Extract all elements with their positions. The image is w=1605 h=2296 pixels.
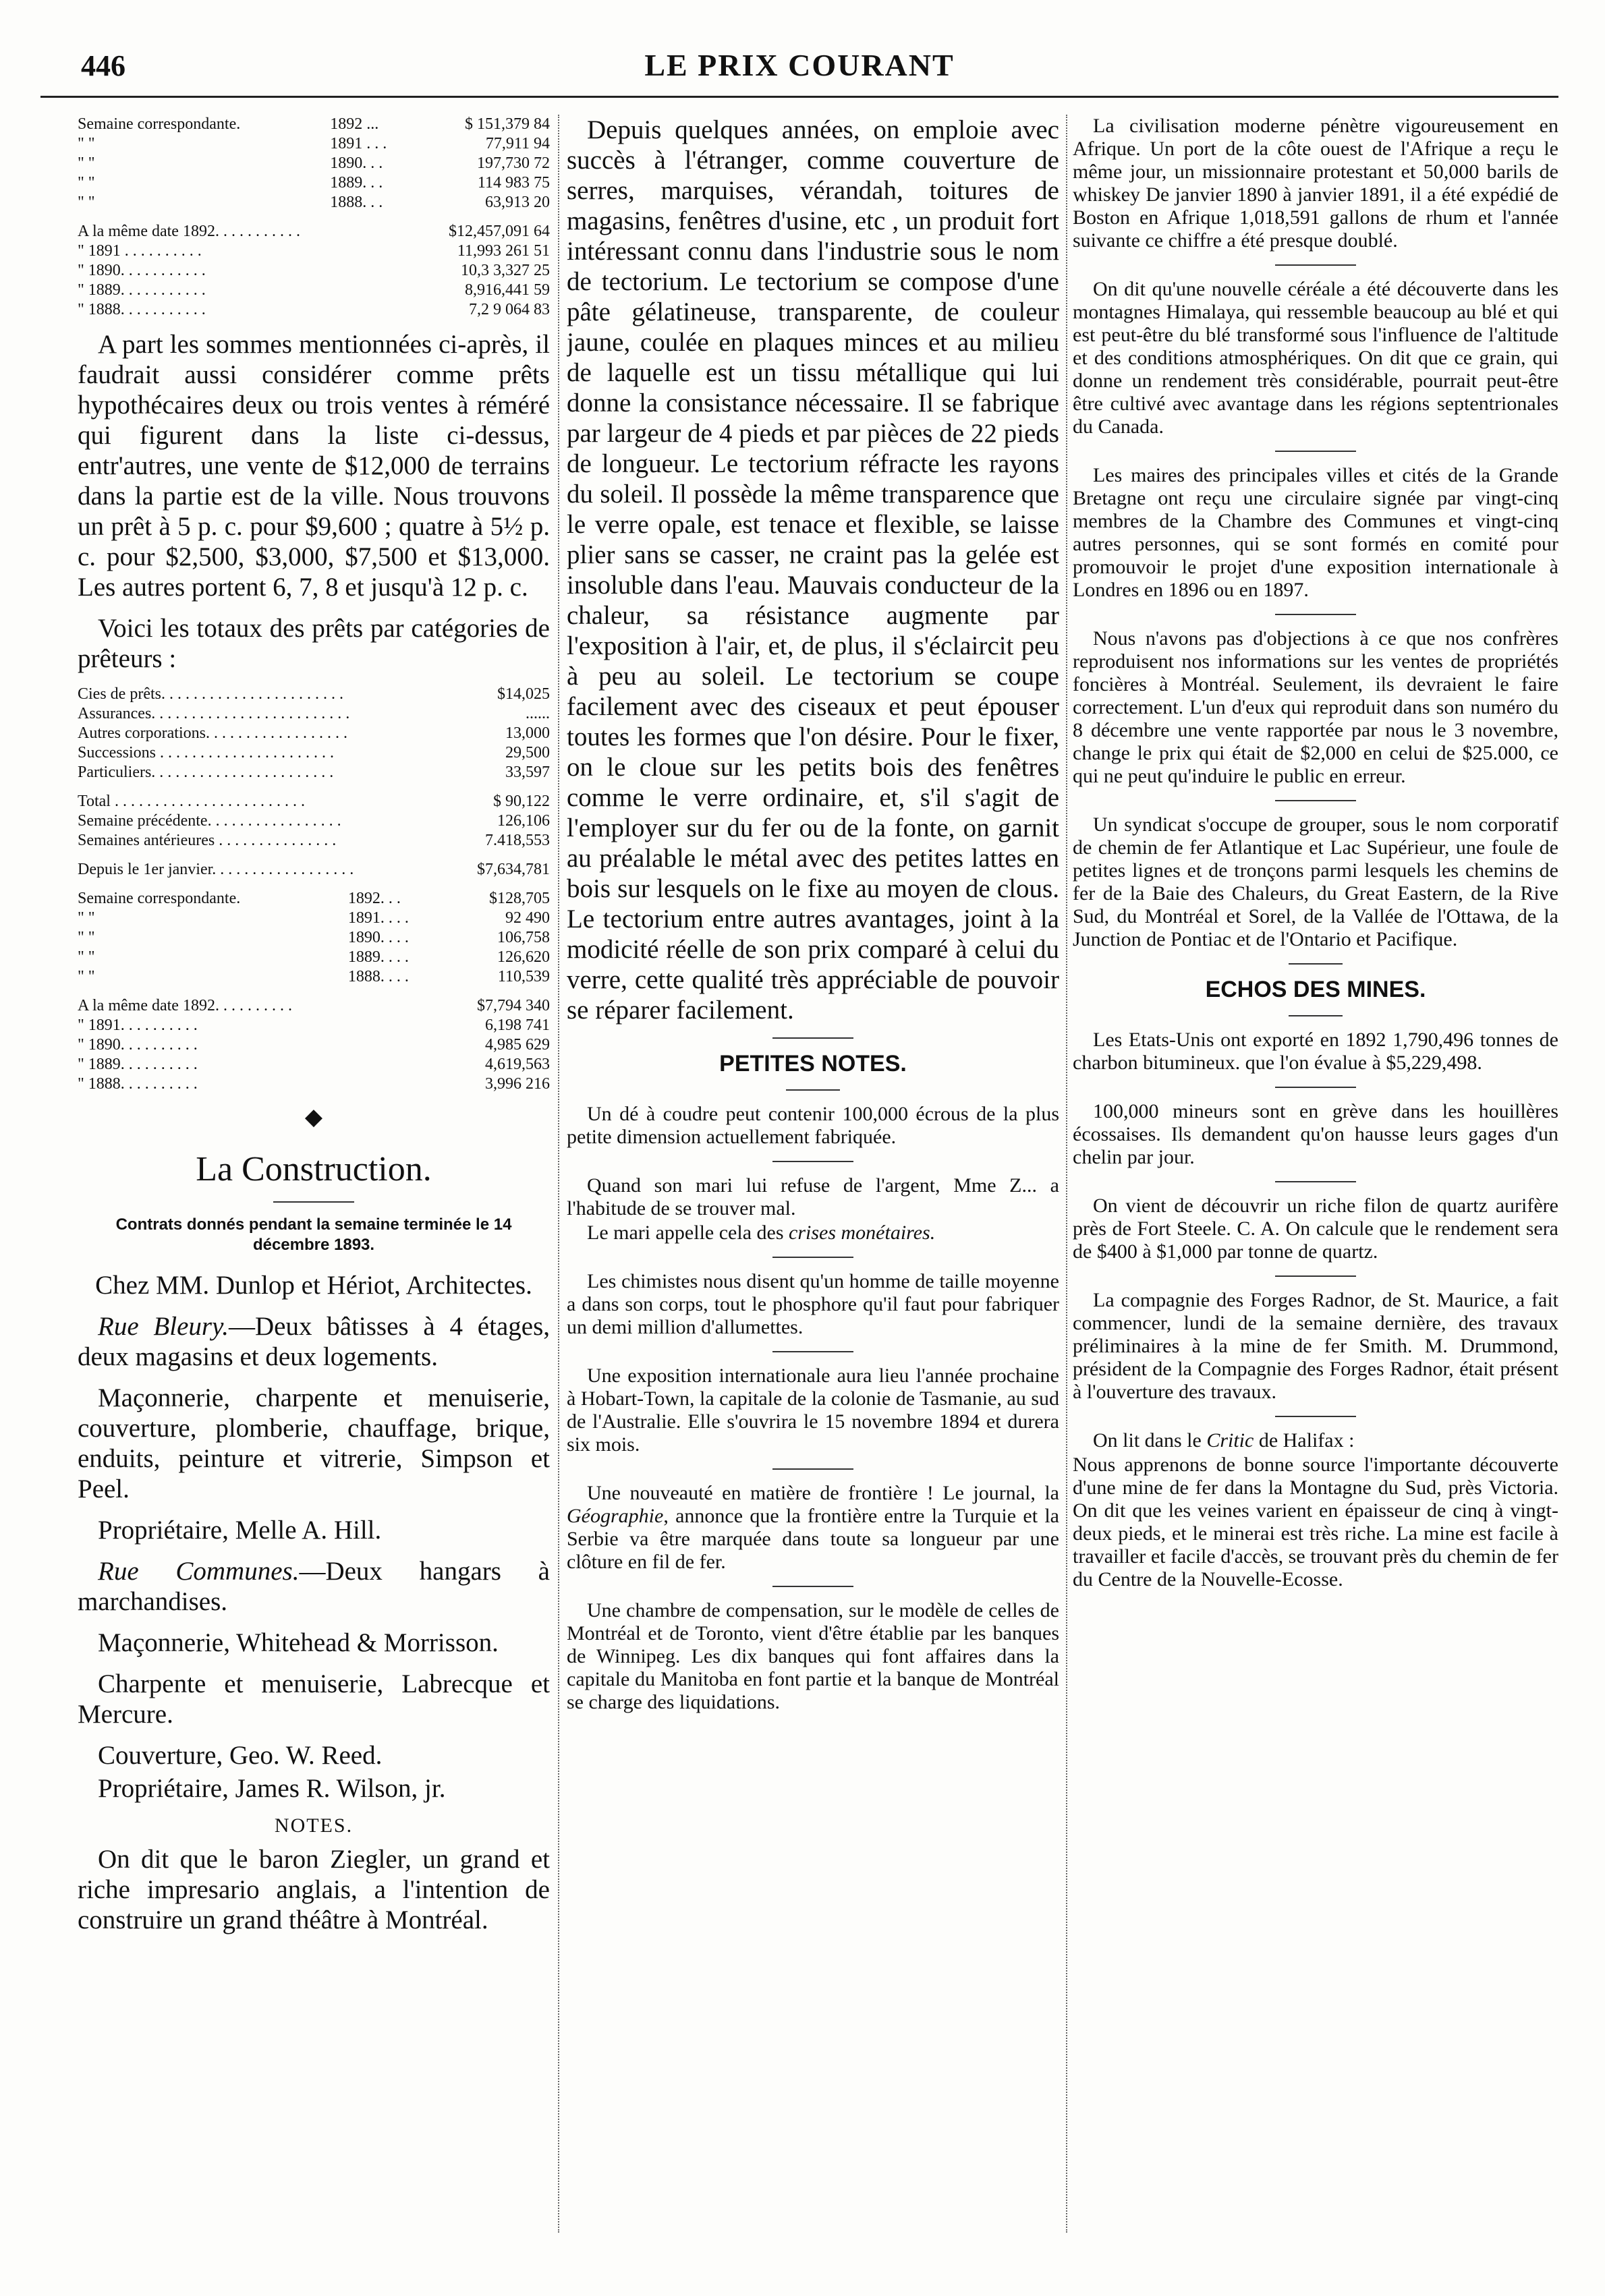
- separator: [786, 1089, 840, 1091]
- row-value: $14,025: [497, 685, 550, 703]
- row-label: " 1891 . . . . . . . . . .: [78, 242, 202, 260]
- row-value: 92 490: [505, 909, 550, 927]
- row-value: 4,985 629: [485, 1036, 550, 1054]
- row-value: 8,916,441 59: [465, 281, 550, 299]
- same-date-table: [78, 222, 550, 320]
- notes-text: On dit que le baron Ziegler, un grand et riche impresario anglais, a l'intention de construire un grand théâtre à Montréal.: [78, 1845, 550, 1934]
- separator: [1275, 1275, 1356, 1277]
- note-2b: [567, 1222, 1059, 1244]
- row-year: 1889. . .: [330, 174, 383, 192]
- row-value: 29,500: [505, 744, 550, 762]
- journal-title: LE PRIX COURANT: [644, 48, 955, 82]
- separator: [772, 1351, 853, 1352]
- row-year: 1889. . . .: [347, 948, 409, 966]
- table-row: [78, 261, 550, 281]
- row-label: A la même date 1892. . . . . . . . . .: [78, 997, 292, 1014]
- table-row: [78, 241, 550, 261]
- contract-2-roof: Couverture, Geo. W. Reed.: [98, 1741, 383, 1770]
- since-january-table: [78, 860, 550, 880]
- separator: [1275, 614, 1356, 615]
- row-value: 13,000: [505, 724, 550, 742]
- table-row: [78, 996, 550, 1016]
- totals-table: [78, 792, 550, 851]
- table-row: [78, 281, 550, 300]
- loans-paragraph: A part les sommes mentionnées ci-après, il faudrait aussi considérer comme prêts hypothécaires deux ou trois ventes à réméré qui figurent dans la liste ci-dessus, entr'autres, une vente de $12,000 de terrains dans la partie est de la ville. Nous trouvons un prêt à 5 p. c. pour $9,600 ; quatre à 5½ p. c. pour $2,500, $3,000, $7,500 et $13,000. Les autres portent 6, 7, 8 et jusqu'à 12 p. c.: [78, 330, 550, 602]
- note-1: Un dé à coudre peut contenir 100,000 écrous de la plus petite dimension actuellement fabriquée.: [567, 1103, 1059, 1148]
- contract-2-owner: Propriétaire, James R. Wilson, jr.: [98, 1774, 446, 1803]
- row-value: 7.418,553: [485, 832, 550, 849]
- table-row: [78, 115, 550, 134]
- row-value: $12,457,091 64: [449, 223, 550, 240]
- row-year: 1890. . .: [330, 154, 383, 172]
- row-label: " ": [78, 194, 95, 211]
- column-2: [567, 115, 1059, 2260]
- row-value: 6,198 741: [485, 1016, 550, 1034]
- row-label: " ": [78, 929, 95, 946]
- contract-2-carpentry: Charpente et menuiserie, Labrecque et Mercure.: [78, 1669, 550, 1729]
- row-label: " 1890. . . . . . . . . . .: [78, 262, 206, 279]
- row-label: " ": [78, 909, 95, 927]
- row-value: 33,597: [505, 764, 550, 781]
- table-row: [78, 704, 550, 724]
- article-confreres: Nous n'avons pas d'objections à ce que nos confrères reproduisent nos informations sur les ventes de propriétés foncières à Montréal. Seulement, ils devraient le faire correctement. L'un d'eux qui reproduit dans son numéro du 8 décembre une vente rapportée par nous le 3 novembre, change le prix qui était de $2,000 en celui de $25.000, ce qui ne peut qu'induire le public en erreur.: [1073, 627, 1558, 787]
- row-value: 10,3 3,327 25: [461, 262, 550, 279]
- street-name: Rue Communes.: [98, 1557, 300, 1586]
- row-label: " 1888. . . . . . . . . . .: [78, 301, 206, 318]
- mine-note-5-intro: [1073, 1429, 1558, 1452]
- row-label: Successions . . . . . . . . . . . . . . . . . . . . . .: [78, 744, 334, 762]
- row-value: 7,2 9 064 83: [469, 301, 550, 318]
- row-label: Semaines antérieures . . . . . . . . . . . . . . .: [78, 832, 337, 849]
- row-label: " 1890. . . . . . . . . .: [78, 1036, 198, 1054]
- note-italic: Critic: [1206, 1429, 1254, 1452]
- table-row: [78, 134, 550, 154]
- row-label: Semaine précédente. . . . . . . . . . . . . . . . .: [78, 812, 341, 830]
- row-label: " ": [78, 135, 95, 152]
- column-divider: [558, 115, 559, 2233]
- article-mayors: Les maires des principales villes et cités de la Grande Bretagne ont reçu une circulaire signée par vingt-cinq membres de la Chambre des Communes et vingt-cinq autres personnes, qui se sont formés en comité pour promouvoir le projet d'une exposition internationale à Londres en 1896 ou en 1897.: [1073, 464, 1558, 601]
- row-value: $ 90,122: [493, 793, 550, 810]
- separator: [1275, 800, 1356, 801]
- row-value: 106,758: [497, 929, 550, 946]
- diamond-ornament: ◆: [304, 1105, 323, 1130]
- table-row: [78, 1016, 550, 1035]
- mine-note-4: La compagnie des Forges Radnor, de St. Maurice, a fait commencer, lundi de la semaine dernière, des travaux préliminaires à la mine de fer Smith. M. Drummond, président de la Compagnie des Forges Radnor, était présent à l'ouverture des travaux.: [1073, 1289, 1558, 1403]
- row-value: 11,993 261 51: [457, 242, 550, 260]
- contract-1-owner: Propriétaire, Melle A. Hill.: [98, 1516, 382, 1545]
- table-row: [78, 724, 550, 743]
- note-italic: crises monétaires.: [789, 1222, 936, 1244]
- note-6: Une chambre de compensation, sur le modèle de celles de Montréal et de Toronto, vient d'être établie par les banques de Winnipeg. Les dix banques qui font affaires dans la capitale du Manitoba en font partie et la banque de Montréal se charge des liquidations.: [567, 1599, 1059, 1713]
- row-label: Assurances. . . . . . . . . . . . . . . . . . . . . . . . .: [78, 705, 350, 722]
- table-row: [78, 173, 550, 193]
- table-row: [78, 1055, 550, 1074]
- construction-title: La Construction.: [196, 1150, 432, 1188]
- row-label: " ": [78, 154, 95, 172]
- contract-desc: —Deux bâtisses à 4 étages, deux magasins et deux logements.: [78, 1312, 550, 1371]
- contract-1-trades: Maçonnerie, charpente et menuiserie, couverture, plomberie, chauffage, brique, enduits, peinture et vitrerie, Simpson et Peel.: [78, 1383, 550, 1503]
- table-row: [78, 193, 550, 212]
- row-label: " ": [78, 174, 95, 192]
- separator: [772, 1257, 853, 1258]
- row-year: 1891. . . .: [347, 909, 409, 927]
- row-value: 110,539: [497, 968, 550, 985]
- row-label: " ": [78, 968, 95, 985]
- mine-note-2: 100,000 mineurs sont en grève dans les houillères écossaises. Ils demandent qu'on hausse leurs gages d'un chelin par jour.: [1073, 1100, 1558, 1168]
- row-year: 1888. . .: [330, 194, 383, 211]
- row-label: Autres corporations. . . . . . . . . . . . . . . . . .: [78, 724, 347, 742]
- row-value: $7,794 340: [477, 997, 550, 1014]
- note-text: Le mari appelle cela des: [587, 1222, 784, 1244]
- table-row: [78, 792, 550, 811]
- separator: [772, 1037, 853, 1039]
- table-row: [78, 831, 550, 851]
- column-divider: [1066, 115, 1067, 2233]
- separator: [1289, 963, 1343, 965]
- table-row: [78, 909, 550, 928]
- note-4: Une exposition internationale aura lieu l'année prochaine à Hobart-Town, la capitale de la colonie de Tasmanie, au sud de l'Australie. Elle s'ouvrira le 15 novembre 1894 et durera six mois.: [567, 1365, 1059, 1456]
- row-year: 1890. . . .: [347, 929, 409, 946]
- row-label: " ": [78, 948, 95, 966]
- totals-intro: Voici les totaux des prêts par catégories de prêteurs :: [78, 614, 550, 673]
- row-value: $128,705: [489, 890, 550, 907]
- lenders-table: [78, 685, 550, 782]
- weekly-loans-table: [78, 889, 550, 987]
- table-row: [78, 743, 550, 763]
- separator: [772, 1468, 853, 1470]
- contract-2: [78, 1556, 550, 1617]
- row-label: Total . . . . . . . . . . . . . . . . . . . . . . . .: [78, 793, 305, 810]
- mine-note-1: Les Etats-Unis ont exporté en 1892 1,790,496 tonnes de charbon bitumineux. que l'on évalue à $5,229,498.: [1073, 1029, 1558, 1074]
- table-row: [78, 860, 550, 880]
- contract-desc: —Deux hangars à marchandises.: [78, 1557, 550, 1616]
- article-syndicate: Un syndicat s'occupe de grouper, sous le nom corporatif de chemin de fer Atlantique et Lac Supérieur, une foule de petites lignes et de tronçons parmi lesquels les chemins de fer de la Baie des Chaleurs, du Great Eastern, de la Rive Sud, du Montréal et Sorel, de la Vallée de l'Ottawa, de la Junction de Pontiac et de l'Ontario et Pacifique.: [1073, 813, 1558, 950]
- note-italic: Géographie: [567, 1505, 664, 1527]
- row-year: 1888. . . .: [347, 968, 409, 985]
- note-text: Une nouveauté en matière de frontière ! Le journal, la: [587, 1482, 1059, 1504]
- table-row: [78, 928, 550, 948]
- separator: [1275, 451, 1356, 452]
- row-value: 4,619,563: [485, 1056, 550, 1073]
- row-value: 126,106: [497, 812, 550, 830]
- row-value: ......: [526, 705, 550, 722]
- note-text: , annonce que la frontière entre la Turquie et la Serbie va être marquée dans toute sa longueur par une clôture en fil de fer.: [567, 1505, 1059, 1573]
- row-value: 126,620: [497, 948, 550, 966]
- note-3: Les chimistes nous disent qu'un homme de taille moyenne a dans son corps, tout le phosphore qu'il faut pour fabriquer un demi million d'allumettes.: [567, 1270, 1059, 1338]
- street-name: Rue Bleury.: [98, 1312, 229, 1341]
- mine-note-3: On vient de découvrir un riche filon de quartz aurifère près de Fort Steele. C. A. On calcule que le rendement sera de $400 à $1,000 par tonne de quartz.: [1073, 1195, 1558, 1263]
- table-row: [78, 300, 550, 320]
- separator: [1289, 1015, 1343, 1016]
- header-rule: [40, 96, 1558, 98]
- row-value: $7,634,781: [477, 861, 550, 878]
- mines-title: ECHOS DES MINES.: [1205, 977, 1426, 1002]
- row-label: " 1888. . . . . . . . . .: [78, 1075, 198, 1093]
- note-text: On lit dans le: [1093, 1429, 1202, 1452]
- row-label: Semaine correspondante.: [78, 115, 241, 133]
- column-1: [78, 115, 550, 2260]
- note-5: [567, 1482, 1059, 1574]
- table-row: [78, 967, 550, 987]
- row-label: " 1889. . . . . . . . . .: [78, 1056, 198, 1073]
- row-value: 114 983 75: [477, 174, 550, 192]
- mine-note-5: Nous apprenons de bonne source l'importante découverte d'une mine de fer dans la Montagne du Sud, près Victoria. On dit que les veines varient en épaisseur de cinq à vingt-deux pieds, et le minerai est très riche. La mine est facile à travailler et facile d'accès, se trouvant près du chemin de fer du Centre de la Nouvelle-Ecosse.: [1073, 1454, 1558, 1590]
- row-label: Semaine correspondante.: [78, 890, 241, 907]
- row-year: 1892. . .: [347, 890, 401, 907]
- tectorium-article: Depuis quelques années, on emploie avec succès à l'étranger, comme couverture de serres, marquises, vérandah, toitures de magasins, fenêtres d'usine, etc , un produit fort intéressant connu dans l'industrie sous le nom de tectorium. Le tectorium se compose d'une pâte gélatineuse, transparente, de couleur jaune, coulée en plaques minces et au milieu de laquelle est un tissu métallique qui lui donne la consistance nécessaire. Il se fabrique par largeur de 4 pieds et par pièces de 22 pieds de longueur. Le tectorium réfracte les rayons du soleil. Il possède la même transparence que le verre opale, est tenace et flexible, se laisse plier sans se casser, ne craint pas la gelée est insoluble dans l'eau. Mauvais conducteur de la chaleur, sa résistance augmente par l'exposition à l'air, et, de plus, il s'éclaircit peu à peu au soleil. Le tectorium se coupe facilement avec des ciseaux et peut épouser toutes les formes que l'on désire. Pour le fixer, on le cloue sur les petits bois des fenêtres comme le verre ordinaire, et, s'il s'agit de l'employer sur du fer ou de la fonte, on garnit au préalable le métal avec des petites lattes en bois sur lesquels on le fixe au moyen de clous. Le tectorium entre autres avantages, joint à la modicité réelle de son prix comparé à celui du verre, cette qualité très appréciable de pouvoir se réparer facilement.: [567, 115, 1059, 1025]
- table-row: [78, 685, 550, 704]
- table-row: [78, 811, 550, 831]
- table-row: [78, 763, 550, 782]
- table-row: [78, 889, 550, 909]
- page-header: [47, 40, 1552, 94]
- row-year: 1892 ...: [330, 115, 379, 133]
- note-text: de Halifax :: [1258, 1429, 1355, 1452]
- article-cereal: On dit qu'une nouvelle céréale a été découverte dans les montagnes Himalaya, qui ressemble beaucoup au blé et qui est peut-être du blé transformé sous l'influence de l'altitude et des conditions atmosphériques. On dit que ce grain, qui donne un rendement très considérable, pourrait peut-être être cultivé avec avantage dans les régions septentrionales du Canada.: [1073, 278, 1558, 438]
- row-value: 63,913 20: [485, 194, 550, 211]
- row-label: Depuis le 1er janvier. . . . . . . . . . . . . . . . . .: [78, 861, 354, 878]
- separator: [1275, 1416, 1356, 1417]
- row-label: A la même date 1892. . . . . . . . . . .: [78, 223, 300, 240]
- separator: [772, 1586, 853, 1587]
- row-label: " 1889. . . . . . . . . . .: [78, 281, 206, 299]
- separator: [1275, 1181, 1356, 1182]
- row-value: 3,996 216: [485, 1075, 550, 1093]
- contracts-heading: Contrats donnés pendant la semaine terminée le 14 décembre 1893.: [115, 1215, 512, 1254]
- weekly-table: [78, 115, 550, 212]
- separator: [1275, 264, 1356, 266]
- notes-heading: NOTES.: [274, 1814, 354, 1837]
- note-2a: Quand son mari lui refuse de l'argent, Mme Z... a l'habitude de se trouver mal.: [567, 1174, 1059, 1219]
- table-row: [78, 1074, 550, 1094]
- table-row: [78, 1035, 550, 1055]
- table-row: [78, 948, 550, 967]
- architects: Chez MM. Dunlop et Hériot, Architectes.: [95, 1271, 532, 1300]
- separator: [772, 1161, 853, 1162]
- table-row: [78, 222, 550, 241]
- row-value: 197,730 72: [477, 154, 550, 172]
- contract-2-masonry: Maçonnerie, Whitehead & Morrisson.: [98, 1628, 499, 1657]
- row-value: 77,911 94: [485, 135, 550, 152]
- column-3: [1073, 115, 1558, 2260]
- petites-notes-title: PETITES NOTES.: [719, 1051, 907, 1077]
- page-number: 446: [81, 49, 125, 82]
- separator: [273, 1201, 354, 1203]
- contract-1: [78, 1311, 550, 1372]
- table-row: [78, 154, 550, 173]
- same-date-loans-table: [78, 996, 550, 1094]
- article-africa: La civilisation moderne pénètre vigoureusement en Afrique. Un port de la côte ouest de l'Afrique a reçu le même jour, un missionnaire protestant et 50,000 barils de whiskey De janvier 1890 à janvier 1891, il a été expédié de Boston en Afrique 1,018,591 gallons de rhum et l'année suivante ce chiffre a été presque doublé.: [1073, 115, 1558, 252]
- row-value: $ 151,379 84: [465, 115, 550, 133]
- row-year: 1891 . . .: [330, 135, 387, 152]
- row-label: Cies de prêts. . . . . . . . . . . . . . . . . . . . . . .: [78, 685, 343, 703]
- row-label: Particuliers. . . . . . . . . . . . . . . . . . . . . . .: [78, 764, 334, 781]
- row-label: " 1891. . . . . . . . . .: [78, 1016, 198, 1034]
- separator: [1275, 1087, 1356, 1088]
